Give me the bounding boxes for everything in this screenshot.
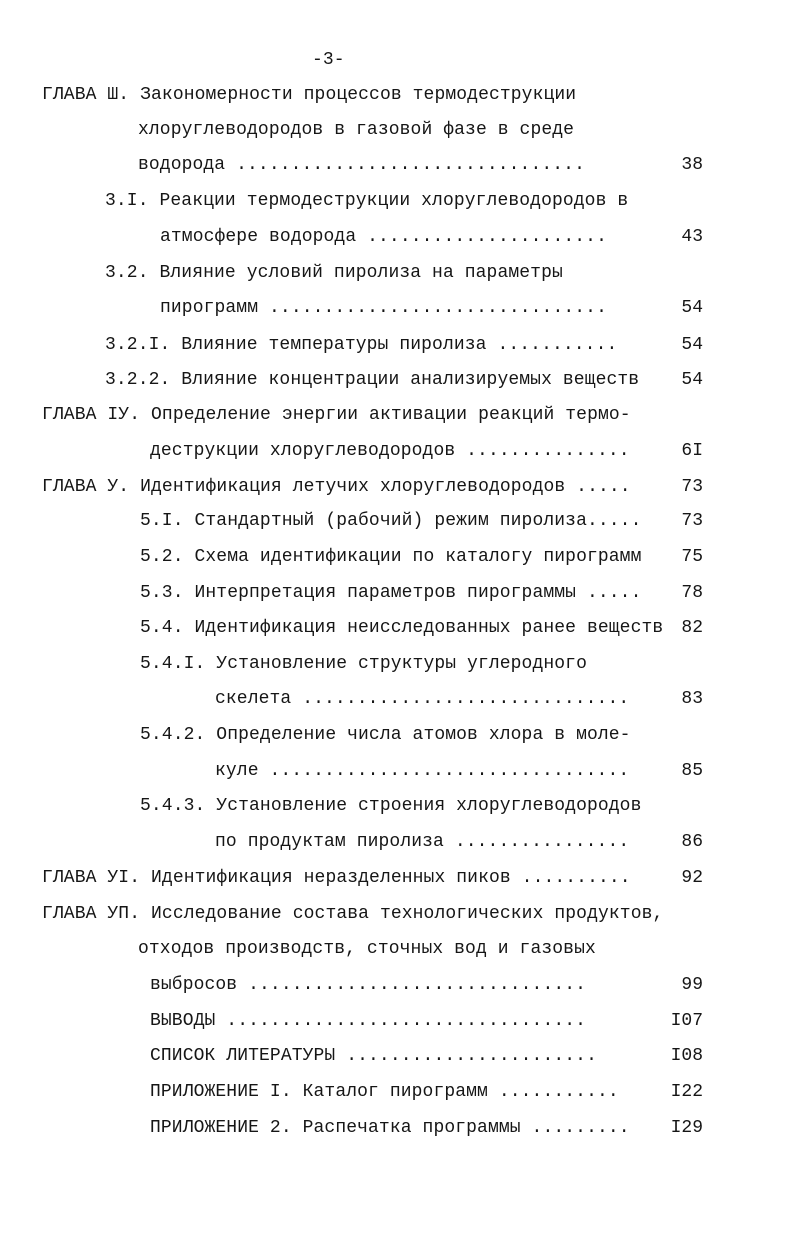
toc-entry-page: I29 <box>670 1118 703 1138</box>
toc-entry-title: куле ................................. <box>215 761 630 781</box>
toc-entry-page: 73 <box>681 477 703 497</box>
toc-entry-title: СПИСОК ЛИТЕРАТУРЫ ....................... <box>150 1046 597 1066</box>
toc-entry-page: 43 <box>681 227 703 247</box>
toc-entry-page: I08 <box>670 1046 703 1066</box>
toc-entry-page: I07 <box>670 1011 703 1031</box>
toc-entry-title: скелета .............................. <box>215 689 630 709</box>
toc-entry-title: атмосфере водорода ...................... <box>160 227 607 247</box>
toc-entry-title: хлоруглеводородов в газовой фазе в среде <box>138 120 575 140</box>
toc-entry-page: 54 <box>681 370 703 390</box>
toc-entry-page: 86 <box>681 832 703 852</box>
toc-entry-title: 5.3. Интерпретация параметров пирограммы ..... <box>140 583 642 603</box>
toc-entry-page: 78 <box>681 583 703 603</box>
toc-entry-title: 5.4.3. Установление строения хлоруглеводородов <box>140 796 642 816</box>
page-number: -3- <box>312 50 345 70</box>
toc-entry-title: 3.2.I. Влияние температуры пиролиза ........... <box>105 335 618 355</box>
toc-entry-page: 83 <box>681 689 703 709</box>
toc-entry-title: ПРИЛОЖЕНИЕ I. Каталог пирограмм ........... <box>150 1082 619 1102</box>
toc-entry-page: 6I <box>681 441 703 461</box>
toc-entry-page: 54 <box>681 298 703 318</box>
toc-entry-page: 85 <box>681 761 703 781</box>
toc-entry-page: 82 <box>681 618 703 638</box>
toc-entry-title: 3.2. Влияние условий пиролиза на параметры <box>105 263 563 283</box>
toc-entry-title: ГЛАВА Ш. Закономерности процессов термодеструкции <box>42 85 577 105</box>
toc-entry-title: 5.4.I. Установление структуры углеродного <box>140 654 587 674</box>
toc-entry-title: отходов производств, сточных вод и газовых <box>138 939 596 959</box>
toc-entry-title: ГЛАВА У. Идентификация летучих хлоруглеводородов ..... <box>42 477 631 497</box>
toc-entry-title: ПРИЛОЖЕНИЕ 2. Распечатка программы ......... <box>150 1118 630 1138</box>
toc-entry-title: 5.I. Стандартный (рабочий) режим пиролиза..... <box>140 511 642 531</box>
toc-entry-title: ВЫВОДЫ ................................. <box>150 1011 587 1031</box>
toc-entry-title: 5.4. Идентификация неисследованных ранее веществ <box>140 618 664 638</box>
toc-entry-page: 99 <box>681 975 703 995</box>
toc-entry-title: ГЛАВА УI. Идентификация неразделенных пиков .......... <box>42 868 631 888</box>
toc-entry-title: пирограмм ............................... <box>160 298 607 318</box>
toc-entry-page: 38 <box>681 155 703 175</box>
toc-entry-title: водорода ................................ <box>138 155 585 175</box>
toc-entry-title: ГЛАВА УП. Исследование состава технологических продуктов, <box>42 904 664 924</box>
toc-entry-title: 5.2. Схема идентификации по каталогу пирограмм <box>140 547 642 567</box>
toc-entry-title: ГЛАВА IУ. Определение энергии активации реакций термо- <box>42 405 631 425</box>
toc-entry-title: 3.I. Реакции термодеструкции хлоруглеводородов в <box>105 191 629 211</box>
toc-entry-page: 92 <box>681 868 703 888</box>
toc-entry-page: 75 <box>681 547 703 567</box>
toc-entry-page: 73 <box>681 511 703 531</box>
toc-entry-title: 5.4.2. Определение числа атомов хлора в моле- <box>140 725 631 745</box>
toc-entry-title: 3.2.2. Влияние концентрации анализируемых веществ <box>105 370 640 390</box>
toc-entry-title: выбросов ............................... <box>150 975 587 995</box>
toc-entry-page: I22 <box>670 1082 703 1102</box>
toc-entry-title: по продуктам пиролиза ................ <box>215 832 630 852</box>
toc-entry-title: деструкции хлоруглеводородов ............... <box>150 441 630 461</box>
toc-entry-page: 54 <box>681 335 703 355</box>
